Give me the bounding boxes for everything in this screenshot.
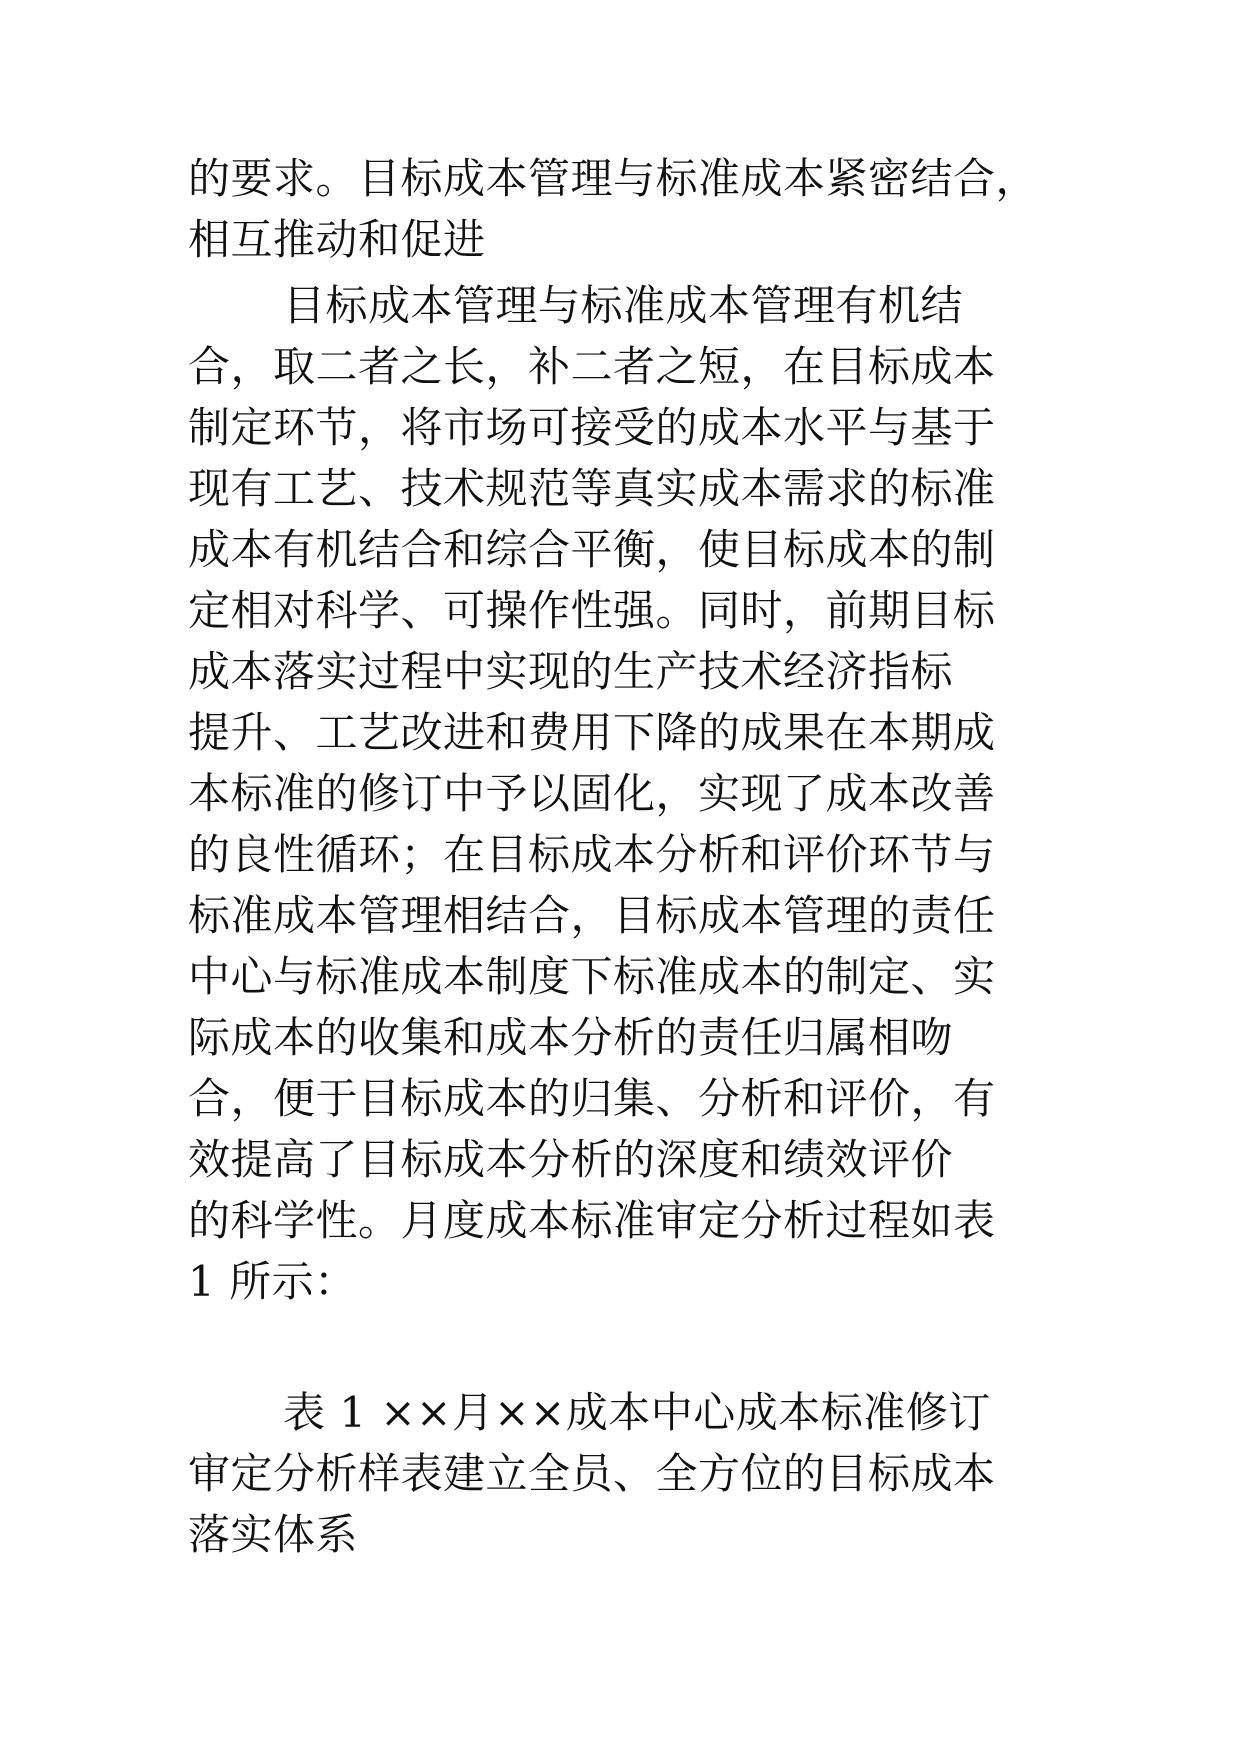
text-line: 相互推动和促进 — [188, 215, 486, 264]
text-line: 目标成本管理与标准成本管理有机结 — [283, 281, 964, 330]
text-line: 的良性循环；在目标成本分析和评价环节与 — [188, 830, 996, 879]
text-line: 合，便于目标成本的归集、分析和评价，有 — [188, 1074, 996, 1123]
text-line: 中心与标准成本制度下标准成本的制定、实 — [188, 952, 996, 1001]
text-line: 审定分析样表建立全员、全方位的目标成本 — [188, 1449, 996, 1498]
text-line: 定相对科学、可操作性强。同时，前期目标 — [188, 586, 996, 635]
text-line: 现有工艺、技术规范等真实成本需求的标准 — [188, 464, 996, 513]
text-line: 本标准的修订中予以固化，实现了成本改善 — [188, 769, 996, 818]
text-line: 标准成本管理相结合，目标成本管理的责任 — [188, 891, 996, 940]
text-line: 表 1 ××月××成本中心成本标准修订 — [283, 1388, 991, 1437]
text-line: 合，取二者之长，补二者之短，在目标成本 — [188, 342, 996, 391]
text-line: 提升、工艺改进和费用下降的成果在本期成 — [188, 708, 996, 757]
text-line: 成本有机结合和综合平衡，使目标成本的制 — [188, 525, 996, 574]
text-line: 的科学性。月度成本标准审定分析过程如表 — [188, 1196, 996, 1245]
text-line: 1 所示： — [188, 1257, 357, 1306]
paragraph-1 — [188, 148, 1108, 270]
table-caption-paragraph — [188, 1382, 1108, 1565]
text-line: 的要求。目标成本管理与标准成本紧密结合， — [188, 154, 1039, 203]
text-line: 效提高了目标成本分析的深度和绩效评价 — [188, 1135, 954, 1184]
text-line: 制定环节，将市场可接受的成本水平与基于 — [188, 403, 996, 452]
text-line: 落实体系 — [188, 1510, 359, 1559]
text-line: 成本落实过程中实现的生产技术经济指标 — [188, 647, 954, 696]
text-line: 际成本的收集和成本分析的责任归属相吻 — [188, 1013, 954, 1062]
paragraph-2 — [188, 275, 1108, 1312]
